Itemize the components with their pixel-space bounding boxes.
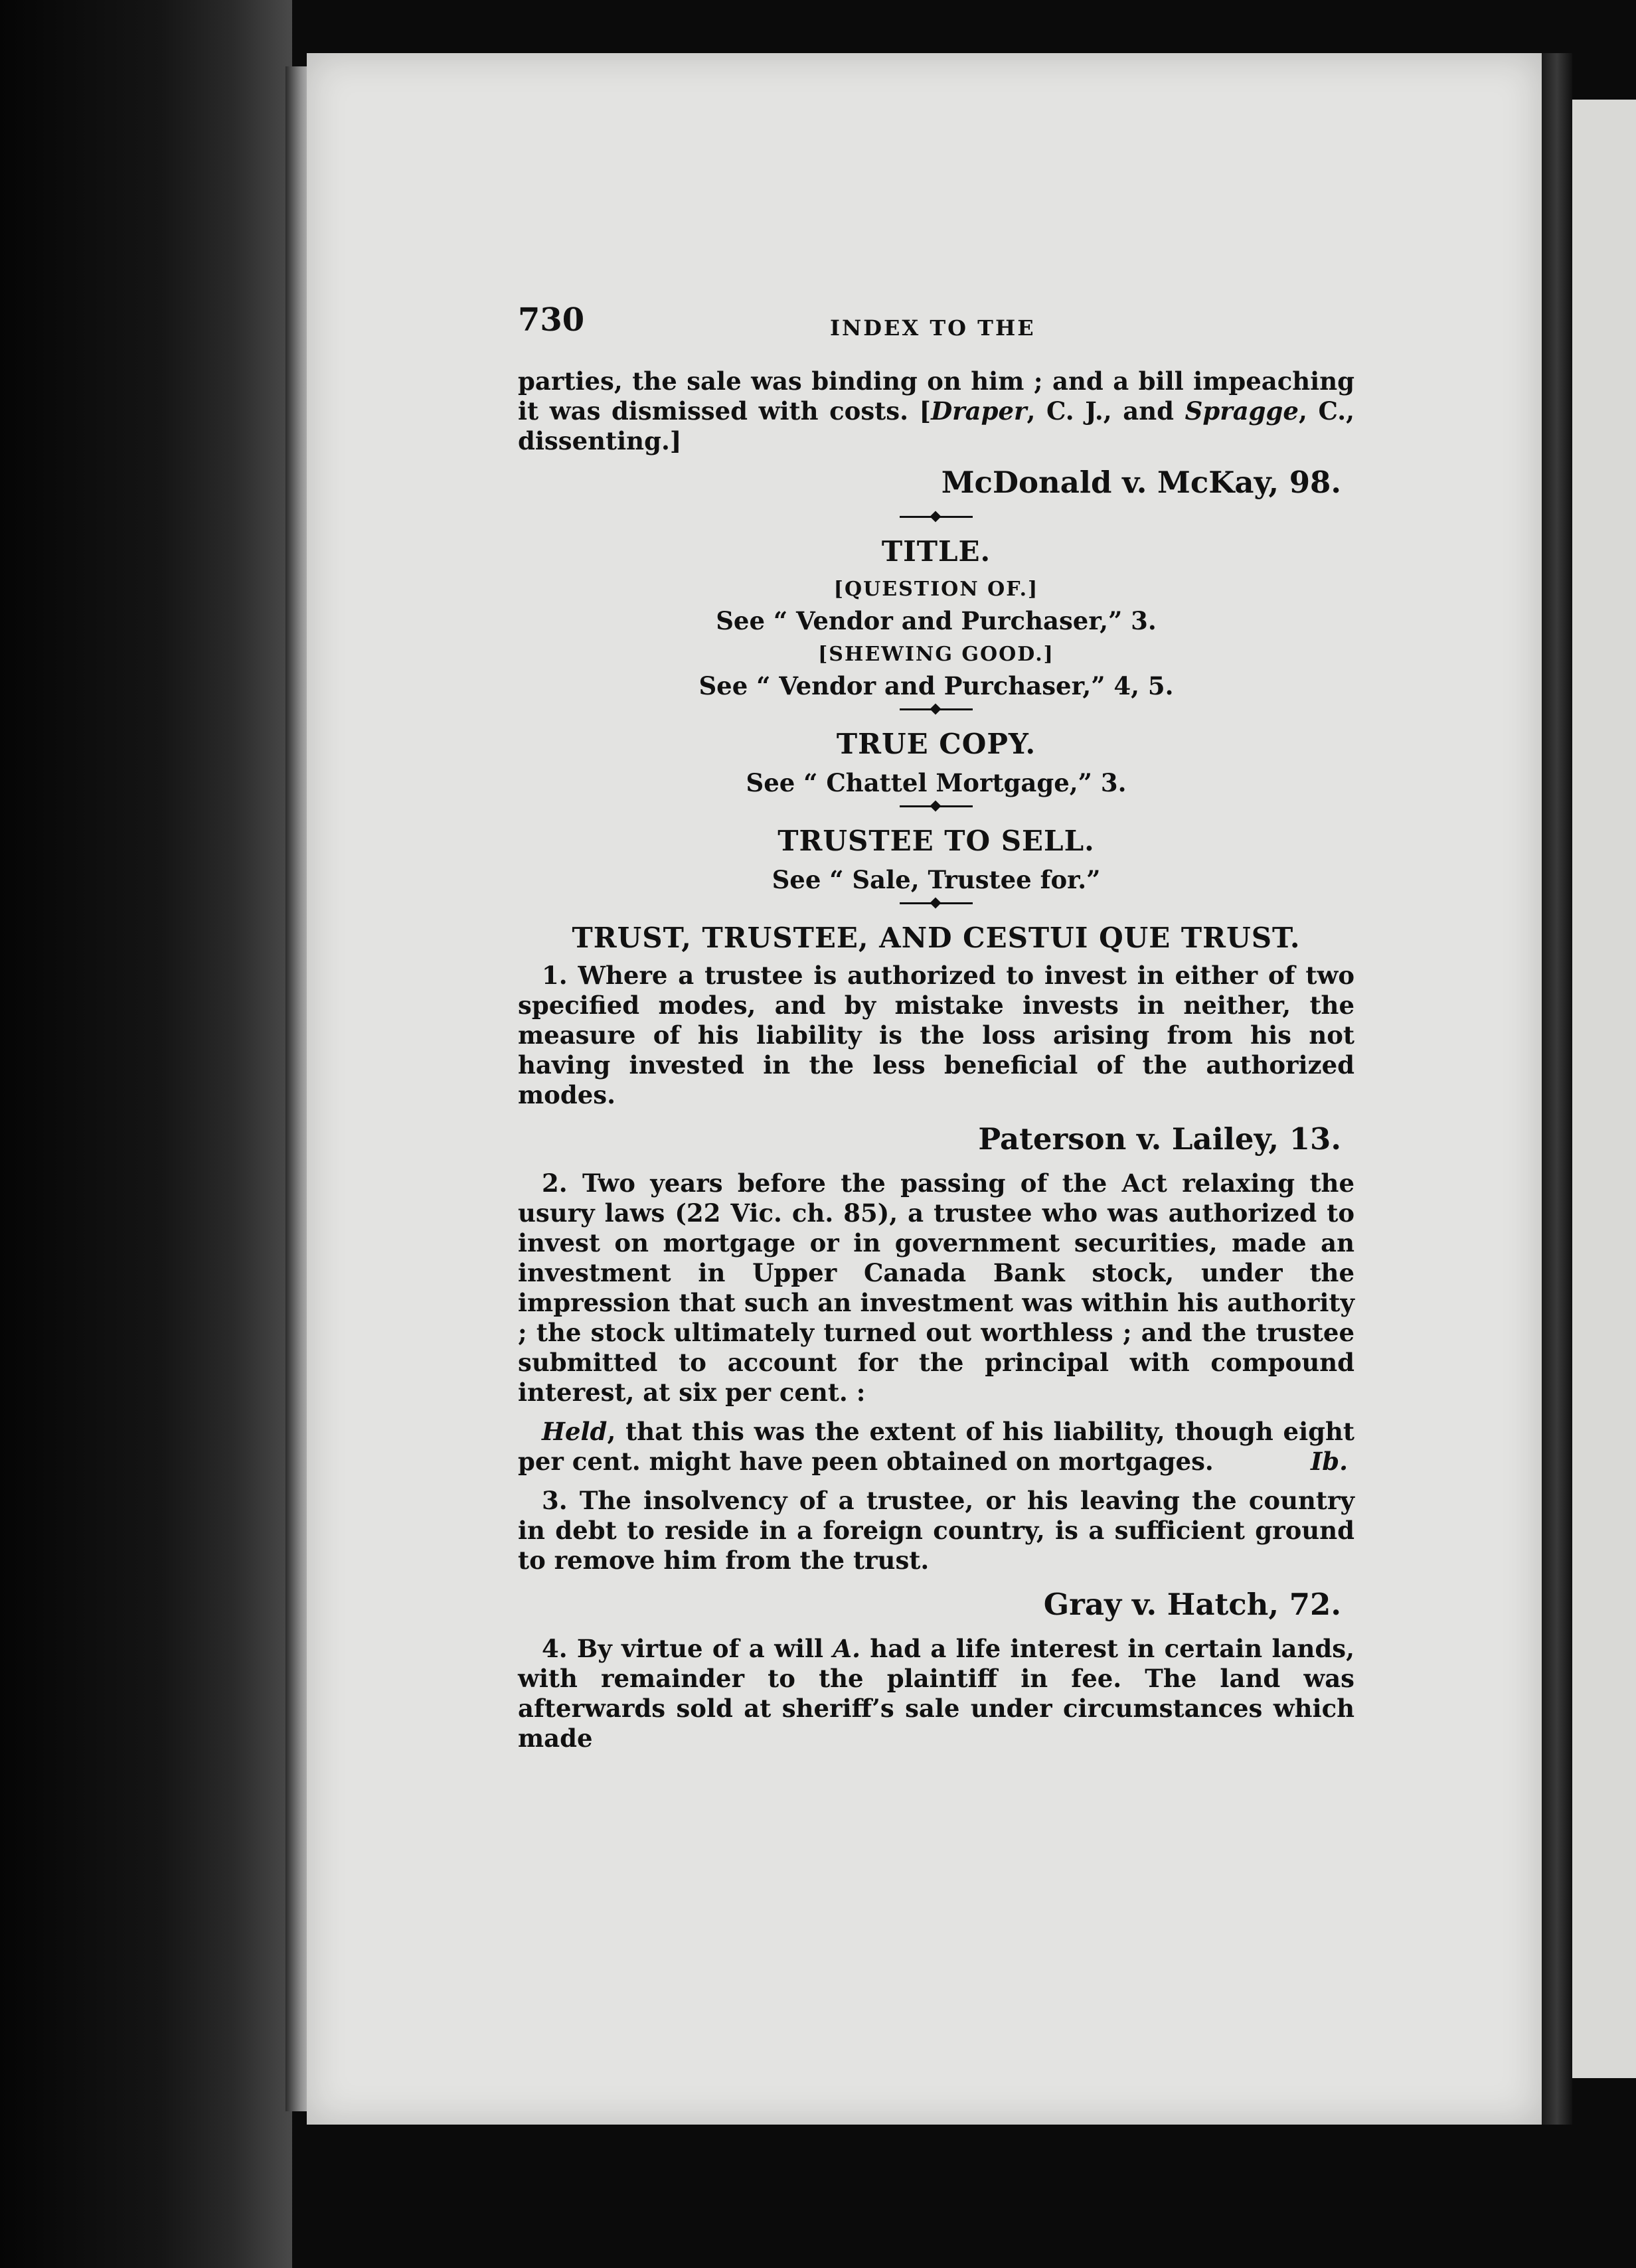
section-heading-true-copy: TRUE COPY. <box>836 728 1036 760</box>
cross-reference: See “ Vendor and Purchaser,” 3. <box>716 606 1157 635</box>
numbered-paragraph: 1. Where a trustee is authorized to invest in either of two specified modes, and by mistake invests in neither, the measure of his liability is the loss arising from his not having invested in the less beneficial of the authorized modes. <box>518 961 1354 1109</box>
section-divider <box>900 801 973 811</box>
case-citation: Paterson v. Lailey, 13. <box>978 1121 1341 1157</box>
judge-name: Draper <box>931 396 1027 426</box>
cross-reference: See “ Chattel Mortgage,” 3. <box>746 768 1127 797</box>
paragraph-text: had a life interest in certain lands, with remainder to the plaintiff in fee. The land was afterwards sold at sheriff’s sale under circumstances which made <box>518 1634 1354 1753</box>
book-gutter <box>1542 53 1572 2125</box>
held-text: , that this was the extent of his liability, though eight per cent. might have peen obtained on mortgages. <box>518 1417 1354 1476</box>
section-heading-trustee-to-sell: TRUSTEE TO SELL. <box>777 825 1095 857</box>
book-binding-shadow <box>0 0 292 2268</box>
cross-reference: See “ Vendor and Purchaser,” 4, 5. <box>698 671 1174 700</box>
cross-reference: See “ Sale, Trustee for.” <box>772 865 1101 894</box>
numbered-paragraph: 2. Two years before the passing of the Act relaxing the usury laws (22 Vic. ch. 85), a trustee who was authorized to invest on mortgage or in government securities, made an investment in Upper Canada Bank stock, under the impression that such an investment was within his authority ; the stock ultimately turned out worthless ; and the trustee submitted to account for the principal with compound interest, at six per cent. : <box>518 1169 1354 1407</box>
ibidem-reference: Ib. <box>1310 1447 1348 1476</box>
continued-paragraph <box>518 366 1354 456</box>
held-paragraph <box>518 1417 1354 1477</box>
section-divider <box>900 898 973 908</box>
numbered-paragraph: 3. The insolvency of a trustee, or his leaving the country in debt to reside in a foreign country, is a sufficient ground to remove him from the trust. <box>518 1486 1354 1575</box>
continued-text-mid: , C. J., and <box>1026 396 1185 426</box>
section-divider <box>900 512 973 521</box>
continued-text-tail: , C., dissenting.] <box>518 396 1355 455</box>
subheading: [SHEWING GOOD.] <box>818 643 1054 666</box>
page-number: 730 <box>518 301 585 339</box>
party-name: A. <box>833 1634 860 1663</box>
numbered-paragraph <box>518 1634 1354 1753</box>
page-text <box>518 301 1355 1763</box>
subheading: [QUESTION OF.] <box>833 578 1039 601</box>
facing-page-edge <box>1572 100 1636 2078</box>
judge-name: Spragge <box>1185 396 1299 426</box>
page-header <box>518 301 1354 352</box>
continued-text: parties, the sale was binding on him ; and a bill impeaching it was dismissed with costs. [ <box>518 366 1354 426</box>
case-citation: McDonald v. McKay, 98. <box>941 465 1341 500</box>
case-citation: Gray v. Hatch, 72. <box>1043 1587 1341 1622</box>
paragraph-text: 4. By virtue of a will <box>542 1634 833 1663</box>
section-heading-title: TITLE. <box>881 535 991 568</box>
section-heading-trust: TRUST, TRUSTEE, AND CESTUI QUE TRUST. <box>572 922 1301 954</box>
held-word: Held <box>542 1417 608 1446</box>
running-head: INDEX TO THE <box>830 315 1036 341</box>
section-divider <box>900 704 973 714</box>
